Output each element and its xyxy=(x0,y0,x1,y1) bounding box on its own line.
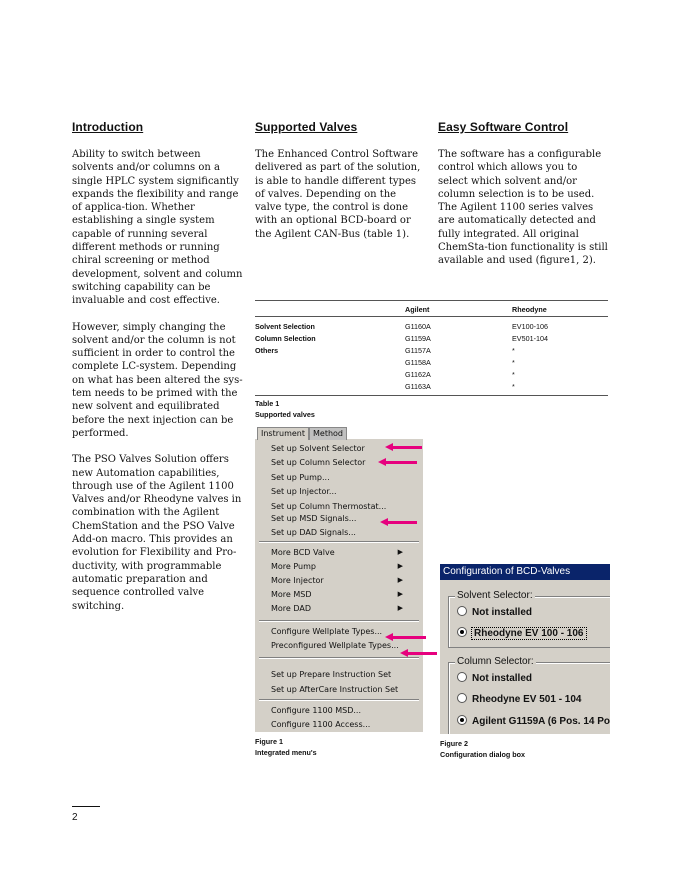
table-cell: Column Selection xyxy=(255,334,316,343)
menu-item-pump[interactable]: Set up Pump... xyxy=(271,473,330,482)
column-not-installed-radio[interactable]: Not installed xyxy=(457,672,532,684)
highlight-arrow-icon xyxy=(385,461,417,464)
footer-rule xyxy=(72,806,100,807)
radio-selected-icon xyxy=(457,627,467,637)
submenu-arrow-icon: ▶ xyxy=(397,548,403,556)
menu-item-more-dad[interactable]: More DAD ▶ xyxy=(271,604,403,613)
table-cell: G1162A xyxy=(405,370,431,379)
table-row xyxy=(255,380,608,392)
supported-valves-column xyxy=(255,120,425,254)
menu-item-more-pump[interactable]: More Pump ▶ xyxy=(271,562,403,571)
table-header-cell: Agilent xyxy=(405,305,430,314)
menu-item-more-injector[interactable]: More Injector ▶ xyxy=(271,576,403,585)
table-row xyxy=(255,344,608,356)
intro-paragraph-1: Ability to switch between solvents and/or columns on a single HPLC system significantly expands the flexibility and range of applica-tion. Whether establishing a single system capable of running several different methods or running chiral screening or method development, solvent and column switching capability can be invaluable and cost effective. xyxy=(72,149,243,307)
table-row xyxy=(255,320,608,332)
introduction-column xyxy=(72,120,244,626)
intro-paragraph-2: However, simply changing the solvent and/or the column is not sufficient in order to control the complete LC-system. Depending on what has been altered the sys-tem needs to be primed with the new solvent and equilibrated before the next injection can be performed. xyxy=(72,321,243,439)
menu-item-more-bcd-valve[interactable]: More BCD Valve ▶ xyxy=(271,548,403,557)
software-paragraph-2: The Agilent 1100 series valves are automatically detected and fully integrated. All original ChemSta-tion functionality is still available and used (figure1, 2). xyxy=(438,202,608,267)
table-header-cell: Rheodyne xyxy=(512,305,547,314)
table-caption-text: Supported valves xyxy=(255,410,315,419)
software-control-heading: Easy Software Control xyxy=(438,120,569,134)
solvent-selector-label: Solvent Selector: xyxy=(457,590,533,601)
solvent-not-installed-radio[interactable]: Not installed xyxy=(457,606,532,618)
table-cell: G1160A xyxy=(405,322,431,331)
supported-valves-table xyxy=(255,300,608,396)
solvent-selector-group xyxy=(448,590,610,648)
highlight-arrow-icon xyxy=(387,521,417,524)
dialog-title-bar: Configuration of BCD-Valves xyxy=(440,564,610,580)
table-cell: * xyxy=(512,382,515,391)
introduction-heading: Introduction xyxy=(72,120,144,134)
table-cell: * xyxy=(512,358,515,367)
figure2-caption-text: Configuration dialog box xyxy=(440,750,526,759)
menu-item-more-msd[interactable]: More MSD ▶ xyxy=(271,590,403,599)
submenu-arrow-icon: ▶ xyxy=(397,590,403,598)
highlight-arrow-icon xyxy=(392,636,426,639)
tab-method[interactable]: Method xyxy=(309,427,347,440)
bcd-valves-config-dialog xyxy=(440,564,610,734)
radio-icon xyxy=(457,606,467,616)
column-agilent-radio[interactable]: Agilent G1159A (6 Pos. 14 Po xyxy=(457,715,610,727)
table-caption xyxy=(255,398,315,420)
menu-item-column-selector[interactable]: Set up Column Selector xyxy=(271,458,366,467)
submenu-arrow-icon: ▶ xyxy=(397,562,403,570)
figure2-caption xyxy=(440,738,525,760)
table-caption-number: Table 1 xyxy=(255,399,280,408)
menu-item-solvent-selector[interactable]: Set up Solvent Selector xyxy=(271,444,365,453)
menu-item-configure-access[interactable]: Configure 1100 Access... xyxy=(271,720,371,729)
table-cell: EV100-106 xyxy=(512,322,548,331)
table-cell: G1158A xyxy=(405,358,431,367)
radio-selected-icon xyxy=(457,715,467,725)
table-cell: Others xyxy=(255,346,279,355)
table-header-row xyxy=(255,300,608,317)
highlight-arrow-icon xyxy=(407,652,437,655)
table-row xyxy=(255,332,608,344)
software-control-column xyxy=(438,120,610,281)
menu-item-preconfigured-wellplate[interactable]: Preconfigured Wellplate Types... xyxy=(271,641,399,650)
menu-item-column-thermostat[interactable]: Set up Column Thermostat... xyxy=(271,502,387,511)
table-cell: * xyxy=(512,370,515,379)
menu-item-configure-msd[interactable]: Configure 1100 MSD... xyxy=(271,706,361,715)
menu-item-injector[interactable]: Set up Injector... xyxy=(271,487,337,496)
menu-item-prepare-instruction[interactable]: Set up Prepare Instruction Set xyxy=(271,670,392,679)
radio-icon xyxy=(457,693,467,703)
software-paragraph-1: The software has a configurable control which allows you to select which solvent and/or column selection is to be used. xyxy=(438,149,602,200)
submenu-arrow-icon: ▶ xyxy=(397,576,403,584)
figure1-caption-number: Figure 1 xyxy=(255,737,283,746)
figure1-caption xyxy=(255,736,317,758)
submenu-arrow-icon: ▶ xyxy=(397,604,403,612)
column-rheodyne-radio[interactable]: Rheodyne EV 501 - 104 xyxy=(457,693,582,705)
menu-item-aftercare-instruction[interactable]: Set up AfterCare Instruction Set xyxy=(271,685,399,694)
menu-item-dad-signals[interactable]: Set up DAD Signals... xyxy=(271,528,356,537)
figure2-caption-number: Figure 2 xyxy=(440,739,468,748)
column-selector-group xyxy=(448,656,610,734)
table-cell: * xyxy=(512,346,515,355)
solvent-rheodyne-radio[interactable]: Rheodyne EV 100 - 106 xyxy=(457,627,586,639)
supported-valves-heading: Supported Valves xyxy=(255,120,358,134)
tab-instrument[interactable]: Instrument xyxy=(257,427,309,440)
valves-paragraph-1: The Enhanced Control Software delivered as part of the solution, is able to handle different types of valves. Depending on the valve type, the control is done with an optional BCD-board or the Agilent CAN-Bus (table 1). xyxy=(255,149,421,240)
page-number: 2 xyxy=(72,812,78,823)
method-menu-screenshot xyxy=(255,426,423,732)
table-cell: EV501-104 xyxy=(512,334,548,343)
intro-paragraph-3: The PSO Valves Solution offers new Automation capabilities, through use of the Agilent 1100 Valves and/or Rheodyne valves in combination with the Agilent ChemStation and the PSO Valve Add-on macro. This provides an evolution for Flexibility and Pro-ductivity, with programmable automatic preparation and sequence controlled valve switching. xyxy=(72,454,242,612)
table-cell: Solvent Selection xyxy=(255,322,315,331)
figure1-caption-text: Integrated menu's xyxy=(255,748,317,757)
radio-icon xyxy=(457,672,467,682)
column-selector-label: Column Selector: xyxy=(457,656,534,667)
table-cell: G1163A xyxy=(405,382,431,391)
table-cell: G1159A xyxy=(405,334,431,343)
table-row xyxy=(255,368,608,380)
highlight-arrow-icon xyxy=(392,446,422,449)
menu-item-msd-signals[interactable]: Set up MSD Signals... xyxy=(271,514,357,523)
table-row xyxy=(255,356,608,368)
table-cell: G1157A xyxy=(405,346,431,355)
menu-tab-bar xyxy=(255,426,423,439)
menu-item-configure-wellplate[interactable]: Configure Wellplate Types... xyxy=(271,627,383,636)
